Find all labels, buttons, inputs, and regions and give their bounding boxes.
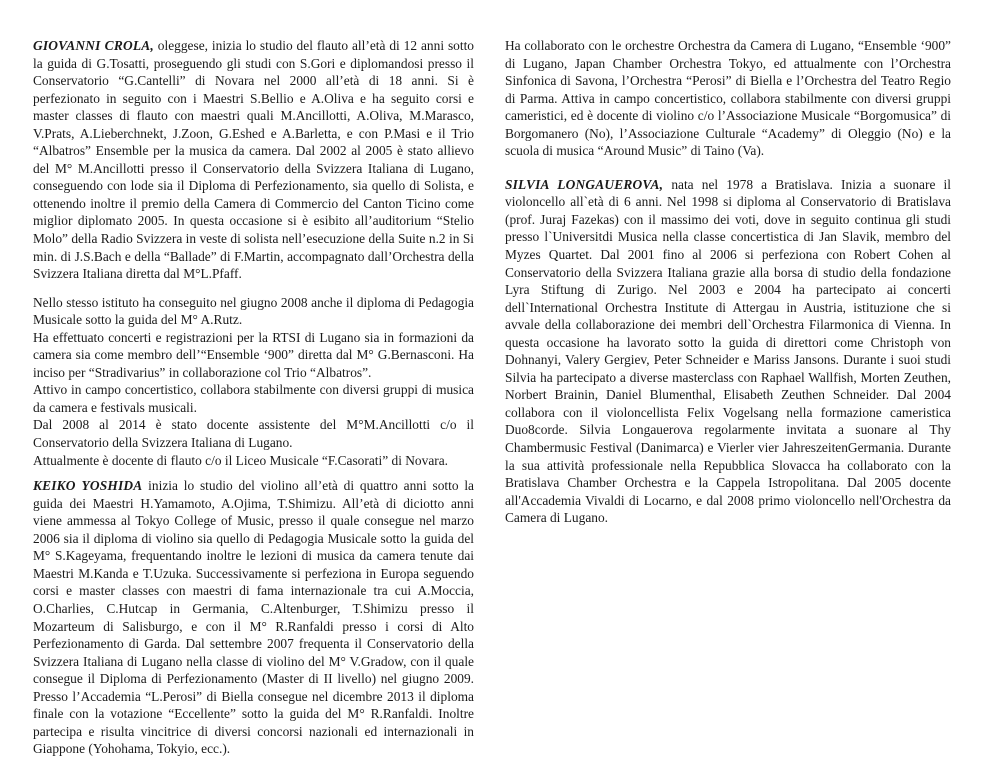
bio-text: nata nel 1978 a Bratislava. Inizia a suonare il violoncello all`età di 6 anni. Nel 1998 si diploma al Conservatorio di Bratislava (prof. Juraj Fazekas) con il massimo dei voti, dove in seguito continua gli studi presso l`Universitdi Musica nella classe concertistica di Jan Slavik, membro del Myzes Quartet. Dal 2001 fino al 2006 si perfeziona con Robert Cohen al Conservatorio della Svizzera Italiana grazie alla borsa di studio della fondazione Lyra Stiftung di Zurigo. Nel 2003 e 2004 ha partecipato ai concerti dell`International Orchestra Institute di Attergau in Austria, istituzione che si avvale della collaborazione dei membri dell`Orchestra Filarmonica di Vienna. In questa occasione ha lavorato sotto la guida di direttori come Christoph von Dohnanyi, Valery Gergiev, Peter Schneider e Mariss Jansons. Durante i suoi studi Silvia ha partecipato a diverse masterclass con Raphael Wallfish, Morten Zeuthen, Norbert Brainin, Daniel Blumenthal, Elisabeth Zeuthen Schneider. Dal 2004 collabora con il violoncellista Felix Vogelsang nella formazione cameristica Duo8corde. Silvia Longauerova regolarmente invitata a suonare al Thy Chambermusic Festival (Danimarca) e Vierler vier JahreszeitenGermania. Durante la sua attività professionale nella Repubblica Slovacca ha collaborato con la Bratislava Chamber Orchestra e la Cappela Istropolitana. Dal 2005 docente all'Accademia Vivaldi di Locarno, e dal 2008 primo violoncello nell'Orchestra da Camera di Lugano. xyxy=(505,176,951,526)
musician-name: KEIKO YOSHIDA xyxy=(33,478,143,494)
bio-silvia-longauerova xyxy=(505,176,951,527)
bio-giovanni-crola xyxy=(33,37,474,283)
bio-keiko-yoshida xyxy=(33,477,474,758)
right-column xyxy=(505,37,951,527)
bio-paragraph: Attualmente è docente di flauto c/o il Liceo Musicale “F.Casorati” di Novara. xyxy=(33,452,449,468)
bio-keiko-yoshida-continued: Ha collaborato con le orchestre Orchestra da Camera di Lugano, “Ensemble ‘900” di Lugano, Japan Chamber Orchestra Tokyo, ed attualmente con l’Orchestra Sinfonica di Savona, l’Orchestra “Perosi” di Biella e l’Orchestra del Teatro Regio di Parma. Attiva in campo concertistico, collabora stabilmente con diversi gruppi cameristici, ed è docente di violino c/o l’Associazione Musicale “Borgomusica” di Borgomanero (No), l’Associazione Culturale “Academy” di Oleggio (No) e la scuola di musica “Around Music” di Taino (Va). xyxy=(505,38,951,159)
bio-paragraph: Attivo in campo concertistico, collabora stabilmente con diversi gruppi di musica da camera e festivals musicali. xyxy=(33,382,474,415)
bio-text: oleggese, inizia lo studio del flauto all’età di 12 anni sotto la guida di G.Tosatti, proseguendo gli studi con S.Gori e diplomandosi presso il Conservatorio “G.Cantelli” di Novara nel 2000 all’età di 18 anni. Si è perfezionato in seguito con i Maestri S.Bellio e A.Oliva e ha seguito corsi e master classes di flauto con maestri quali M.Ancillotti, A.Oliva, M.Marasco, V.Prats, A.Lieberchnekt, J.Zoon, G.Eshed e A.Barletta, e con P.Masi e il Trio “Albatros” Ensemble per la musica da camera. Dal 2002 al 2005 è stato allievo del M° M.Ancillotti presso il Conservatorio della Svizzera Italiana di Lugano, conseguendo con lode sia il Diploma di Perfezionamento, sia quello di Solista, e ottenendo inoltre il premio della Camera di Commercio del Canton Ticino come miglior diplomato 2005. In questa occasione si è esibito all’auditorium “Stelio Molo” della Radio Svizzera in veste di solista nell’esecuzione della Suite n.2 in Si min. di J.S.Bach e della “Ballade” di F.Martin, accompagnato dall’Orchestra della Svizzera Italiana diretta dal M°L.Pfaff. xyxy=(33,38,474,282)
bio-paragraph: Nello stesso istituto ha conseguito nel giugno 2008 anche il diploma di Pedagogia Musicale sotto la guida del M° A.Rutz. xyxy=(33,294,474,328)
left-column xyxy=(33,37,474,758)
musician-name: SILVIA LONGAUEROVA, xyxy=(505,176,664,192)
bio-paragraph: Dal 2008 al 2014 è stato docente assistente del M°M.Ancillotti c/o il Conservatorio della Svizzera Italiana di Lugano. xyxy=(33,417,474,451)
musician-name: GIOVANNI CROLA, xyxy=(33,38,154,53)
bio-text: inizia lo studio del violino all’età di quattro anni sotto la guida dei Maestri H.Yamamoto, A.Ojima, T.Shimizu. All’età di diciotto anni viene ammessa al Tokyo College of Music, presso il quale consegue nel marzo 2006 sia il diploma di violino sia quello di Pedagogia Musicale sotto la guida del M° S.Kageyama, frequentando inoltre le lezioni di musica da camera tenute dai Maestri M.Kanda e T.Uzuka. Successivamente si perfeziona in Europa seguendo corsi e master classes con maestri di fama internazionale tra cui A.Moccia, O.Charlies, C.Hutcap in Germania, C.Altenburger, T.Shimizu presso il Mozarteum di Salisburgo, e con il M° R.Ranfaldi presso i corsi di Alto Perfezionamento di Garda. Dal settembre 2007 frequenta il Conservatorio della Svizzera Italiana di Lugano nella classe di violino del M° V.Gradow, con il quale consegue il Diploma di Perfezionamento (Master di II livello) nel giugno 2009. Presso l’Accademia “L.Perosi” di Biella consegue nel dicembre 2013 il diploma finale con la votazione “Eccellente” sotto la guida del M° R.Ranfaldi. Inoltre partecipa e risulta vincitrice di diversi concorsi nazionali ed internazionali in Giappone (Yohohama, Tokyio, ecc.). xyxy=(33,478,474,757)
bio-paragraph: Ha effettuato concerti e registrazioni per la RTSI di Lugano sia in formazioni da camera sia come membro dell’“Ensemble ‘900” diretta dal M° G.Bernasconi. Ha inciso per “Stradivarius” in collaborazione col Trio “Albatros”. xyxy=(33,329,474,380)
